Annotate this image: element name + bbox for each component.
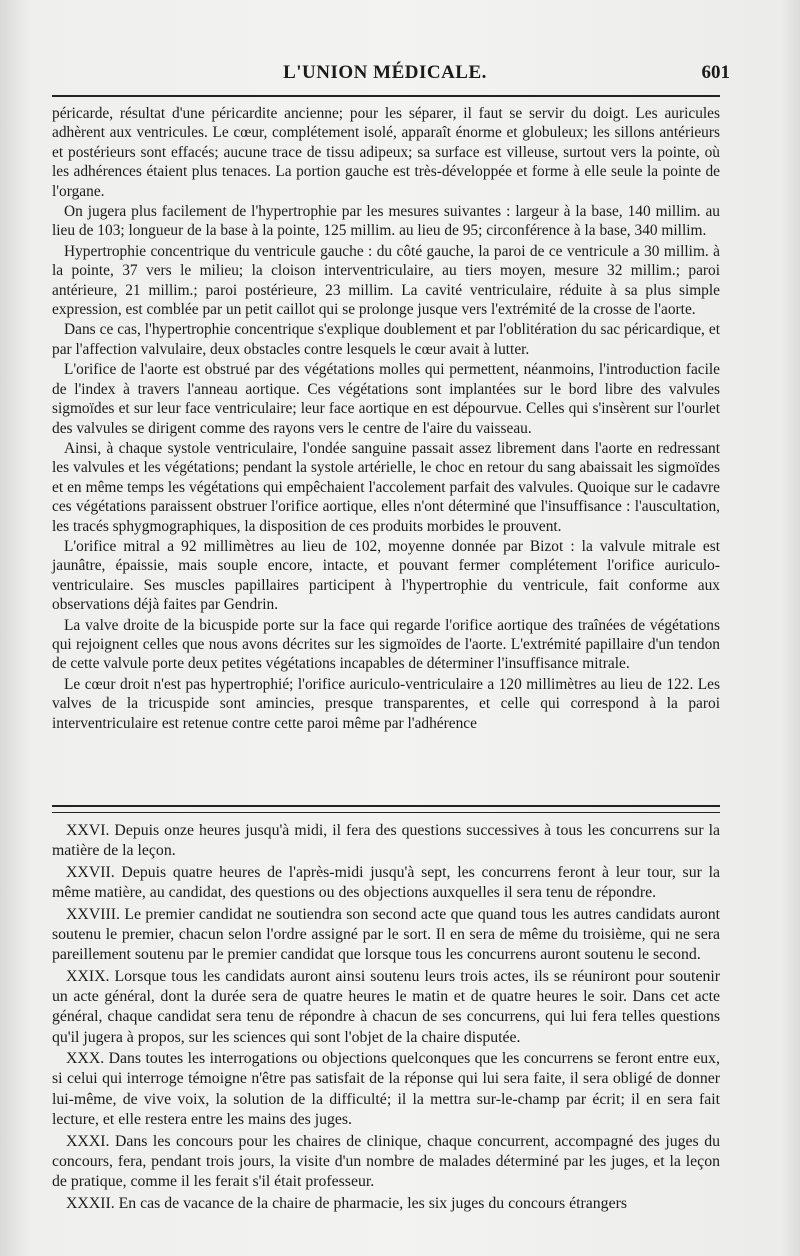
- body-paragraph: Dans ce cas, l'hypertrophie concentrique s'explique doublement et par l'oblitération du sac péricardique, et par l'affection valvulaire, deux obstacles contre lesquels le cœur avait à lutter.: [52, 321, 720, 358]
- regulation-article: XXXII. En cas de vacance de la chaire de pharmacie, les six juges du concours étrangers: [66, 1194, 627, 1212]
- article-body: [52, 104, 720, 734]
- regulation-articles: [52, 821, 720, 1215]
- body-paragraph: péricarde, résultat d'une péricardite ancienne; pour les séparer, il faut se servir du doigt. Les auricules adhèrent aux ventricules. Le cœur, complétement isolé, apparaît énorme et globuleux; les sillons antérieurs et postérieurs sont effacés; aucune trace de tissu adipeux; sa surface est villeuse, surtout vers la pointe, où les adhérences étaient plus tenaces. La portion gauche est très-développée et forme à elle seule la pointe de l'organe.: [52, 105, 720, 200]
- body-paragraph: Le cœur droit n'est pas hypertrophié; l'orifice auriculo-ventriculaire a 120 millimètres au lieu de 122. Les valves de la tricuspide sont amincies, presque transparentes, et celle qui correspond à la paroi interventriculaire est retenue contre cette paroi même par l'adhérence: [52, 675, 720, 732]
- regulation-article: XXXI. Dans les concours pour les chaires de clinique, chaque concurrent, accompagné des juges du concours, fera, pendant trois jours, la visite d'un nombre de malades déterminé par les juges, et la leçon de pratique, comme il les ferait s'il était professeur.: [52, 1132, 720, 1190]
- body-paragraph: L'orifice mitral a 92 millimètres au lieu de 102, moyenne donnée par Bizot : la valvule mitrale est jaunâtre, épaissie, mais souple encore, intacte, et pouvant fermer complétement l'orifice auriculo-ventriculaire. Ses muscles papillaires participent à l'hypertrophie du ventricule, fait conforme aux observations déjà faites par Gendrin.: [52, 537, 720, 614]
- body-paragraph: Hypertrophie concentrique du ventricule gauche : du côté gauche, la paroi de ce ventricule a 30 millim. à la pointe, 37 vers le milieu; la cloison interventriculaire, au tiers moyen, mesure 32 millim.; paroi antérieure, 21 millim.; paroi postérieure, 23 millim. La cavité ventriculaire, réduite à sa plus simple expression, est comblée par un petit caillot qui se prolonge jusque vers l'extrémité de la crosse de l'aorte.: [52, 242, 720, 319]
- body-paragraph: La valve droite de la bicuspide porte sur la face qui regarde l'orifice aortique des traînées de végétations qui rejoignent celles que nous avons décrites sur les sigmoïdes de l'aorte. L'extrémité papillaire d'un tendon de cette valvule porte deux petites végétations incapables de déterminer l'insuffisance mitrale.: [52, 616, 720, 673]
- body-paragraph: Ainsi, à chaque systole ventriculaire, l'ondée sanguine passait assez librement dans l'aorte en redressant les valvules et les végétations; pendant la systole artérielle, le choc en retour du sang abaissait les sigmoïdes et en même temps les végétations qui empêchaient l'accolement parfait des valvules. Quoique sur le cadavre ces végétations paraissent obstruer l'orifice aortique, elles n'ont déterminé que l'insuffisance : l'auscultation, les tracés sphygmographiques, la disposition de ces produits morbides le prouvent.: [52, 439, 720, 535]
- regulation-article: XXVIII. Le premier candidat ne soutiendra son second acte que quand tous les autres candidats auront soutenu le premier, chacun selon l'ordre assigné par le sort. Il en sera de même du troisième, qui ne sera pareillement soutenu par le premier candidat que lorsque tous les concurrens auront soutenu le second.: [52, 905, 720, 964]
- page-header: [40, 60, 730, 94]
- regulation-article: XXVII. Depuis quatre heures de l'après-midi jusqu'à sept, les concurrens feront à leur tour, sur la même matière, au candidat, des questions ou des objections auxquelles il sera tenu de répondre.: [52, 863, 720, 902]
- header-rule: [52, 95, 720, 97]
- body-paragraph: L'orifice de l'aorte est obstrué par des végétations molles qui permettent, néanmoins, l'introduction facile de l'index à travers l'anneau aortique. Ces végétations sont implantées sur le bord libre des valvules sigmoïdes et sur leur face ventriculaire; leur face aortique en est dépourvue. Celles qui s'insèrent sur l'ourlet des valvules se dirigent comme des rayons vers le centre de l'aire du vaisseau.: [52, 361, 720, 437]
- regulation-article: XXVI. Depuis onze heures jusqu'à midi, il fera des questions successives à tous les concurrens sur la matière de la leçon.: [52, 822, 720, 860]
- running-title: L'UNION MÉDICALE.: [283, 62, 487, 83]
- page-number: 601: [701, 62, 730, 83]
- body-paragraph: On jugera plus facilement de l'hypertrophie par les mesures suivantes : largeur à la base, 140 millim. au lieu de 103; longueur de la base à la pointe, 125 millim. au lieu de 95; circonférence à la base, 340 millim.: [52, 203, 720, 240]
- section-divider: [52, 805, 720, 813]
- regulation-article: XXIX. Lorsque tous les candidats auront ainsi soutenu leurs trois actes, ils se réuniront pour soutenir un acte général, dont la durée sera de quatre heures le matin et de quatre heures le soir. Dans cet acte général, chaque candidat sera tenu de répondre à chacun de ses concurrens, qui lui fera telles questions qu'il jugera à propos, sur les sciences qui sont l'objet de la chaire disputée.: [52, 967, 720, 1046]
- regulation-article: XXX. Dans toutes les interrogations ou objections quelconques que les concurrens se feront entre eux, si celui qui interroge témoigne n'être pas satisfait de la réponse qui lui sera faite, il sera obligé de donner lui-même, de vive voix, la solution de la difficulté; il la mettra sur-le-champ par écrit; il en sera fait lecture, et elle restera entre les mains des juges.: [52, 1050, 720, 1128]
